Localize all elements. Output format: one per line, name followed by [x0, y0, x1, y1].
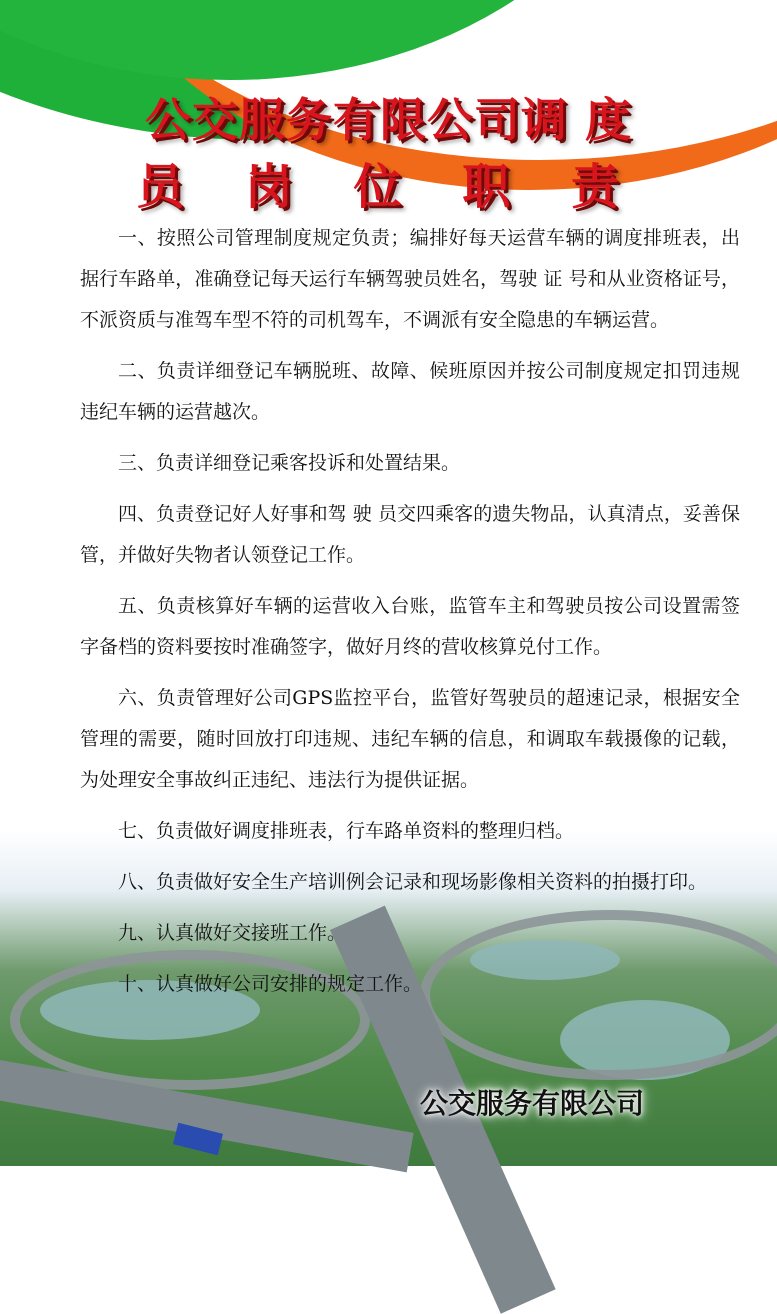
- duty-item: 六、负责管理好公司GPS监控平台，监管好驾驶员的超速记录，根据安全管理的需要，随时回放打印违规、违纪车辆的信息，和调取车载摄像的记载，为处理安全事故纠正违纪、违法行为提供证据。: [80, 687, 740, 791]
- duty-item: 五、负责核算好车辆的运营收入台账，监管车主和驾驶员按公司设置需签字备档的资料要按时准确签字，做好月终的营收核算兑付工作。: [80, 595, 740, 658]
- duty-item: 八、负责做好安全生产培训例会记录和现场影像相关资料的拍摄打印。: [118, 871, 708, 893]
- duty-item: 二、负责详细登记车辆脱班、故障、候班原因并按公司制度规定扣罚违规违纪车辆的运营越次。: [80, 360, 740, 423]
- page-title-line-2: 员 岗 位 职 责: [136, 159, 641, 215]
- page-title-line-1: 公交服务有限公司调 度: [144, 93, 632, 147]
- duties-list: [80, 218, 740, 1015]
- duty-item: 十、认真做好公司安排的规定工作。: [118, 973, 423, 995]
- duty-item: 四、负责登记好人好事和驾 驶 员交四乘客的遗失物品，认真清点，妥善保管，并做好失物者认领登记工作。: [80, 503, 740, 566]
- duty-item: 九、认真做好交接班工作。: [118, 922, 347, 944]
- company-signature: 公交服务有限公司: [420, 1087, 645, 1120]
- duty-item: 一、按照公司管理制度规定负责；编排好每天运营车辆的调度排班表，出据行车路单，准确登记每天运行车辆驾驶员姓名，驾驶 证 号和从业资格证号，不派资质与准驾车型不符的司机驾车，不调派有安全隐患的车辆运营。: [80, 227, 740, 331]
- duty-item: 三、负责详细登记乘客投诉和处置结果。: [118, 452, 461, 474]
- duty-item: 七、负责做好调度排班表，行车路单资料的整理归档。: [118, 820, 575, 842]
